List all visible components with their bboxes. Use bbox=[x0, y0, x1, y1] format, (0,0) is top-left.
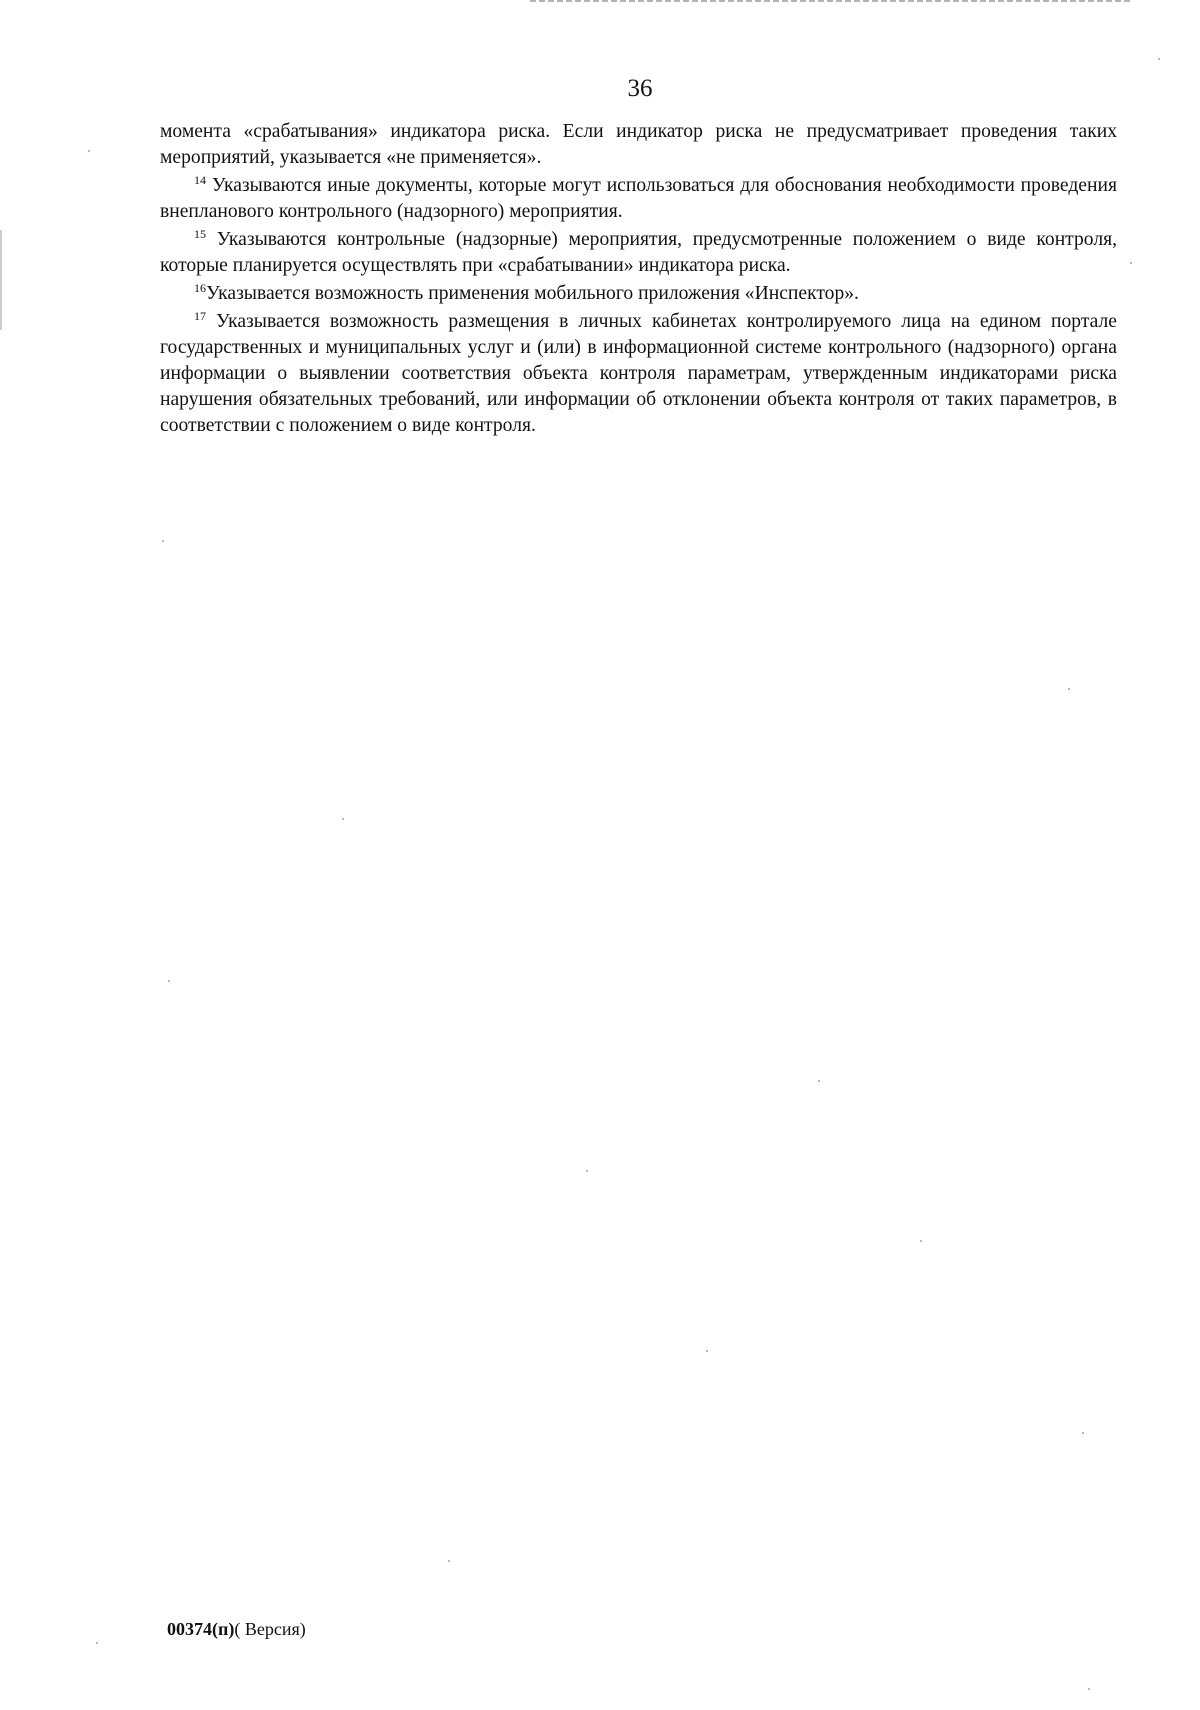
footnote-17-text: Указывается возможность размещения в личных кабинетах контролируемого лица на едином портале государственных и муниципальных услуг и (или) в информационной системе контрольного (надзорного) органа информации о выявлении соответствия объекта контроля параметрам, утвержденным индикаторами риска нарушения обязательных требований, или информации об отклонении объекта контроля от таких параметров, в соответствии с положением о виде контроля. bbox=[160, 311, 1117, 436]
scan-speck bbox=[1130, 262, 1132, 264]
scan-speck bbox=[342, 818, 344, 820]
scan-speck bbox=[818, 1080, 820, 1082]
scan-speck bbox=[1088, 1688, 1090, 1690]
document-code: 00374(п) bbox=[167, 1619, 235, 1639]
footnotes-text bbox=[160, 119, 1117, 441]
scan-speck bbox=[448, 1560, 450, 1562]
footnote-continuation bbox=[160, 119, 1117, 171]
scan-speck bbox=[88, 150, 90, 152]
scan-left-edge bbox=[0, 230, 2, 330]
footnote-15-marker: 15 bbox=[194, 227, 206, 241]
footnote-16 bbox=[160, 281, 1117, 307]
scan-speck bbox=[1158, 58, 1160, 60]
footnote-15 bbox=[160, 227, 1117, 279]
scan-speck bbox=[96, 1642, 98, 1644]
scan-speck bbox=[1068, 688, 1070, 690]
footnote-continuation-text: момента «срабатывания» индикатора риска. Если индикатор риска не предусматривает проведения таких мероприятий, указывается «не применяется». bbox=[160, 121, 1117, 168]
footnote-17-marker: 17 bbox=[194, 309, 206, 323]
scan-speck bbox=[1082, 1432, 1084, 1434]
footnote-15-text: Указываются контрольные (надзорные) мероприятия, предусмотренные положением о виде контроля, которые планируется осуществлять при «срабатывании» индикатора риска. bbox=[160, 229, 1118, 276]
page-number: 36 bbox=[627, 75, 653, 102]
scan-top-edge bbox=[530, 0, 1130, 2]
footnote-17 bbox=[160, 309, 1117, 439]
scan-speck bbox=[920, 1240, 922, 1242]
scan-speck bbox=[706, 1350, 708, 1352]
footnote-16-marker: 16 bbox=[194, 281, 206, 295]
footnote-16-text: Указывается возможность применения мобильного приложения «Инспектор». bbox=[206, 283, 859, 304]
footnote-14-text: Указываются иные документы, которые могут использоваться для обоснования необходимости проведения внепланового контрольного (надзорного) мероприятия. bbox=[160, 175, 1117, 222]
scan-speck bbox=[168, 980, 170, 982]
document-version: ( Версия) bbox=[234, 1619, 306, 1639]
document-code-footer bbox=[167, 1617, 306, 1641]
footnote-14-marker: 14 bbox=[194, 173, 206, 187]
scan-speck bbox=[586, 1170, 588, 1172]
scan-speck bbox=[162, 540, 164, 542]
footnote-14 bbox=[160, 173, 1117, 225]
